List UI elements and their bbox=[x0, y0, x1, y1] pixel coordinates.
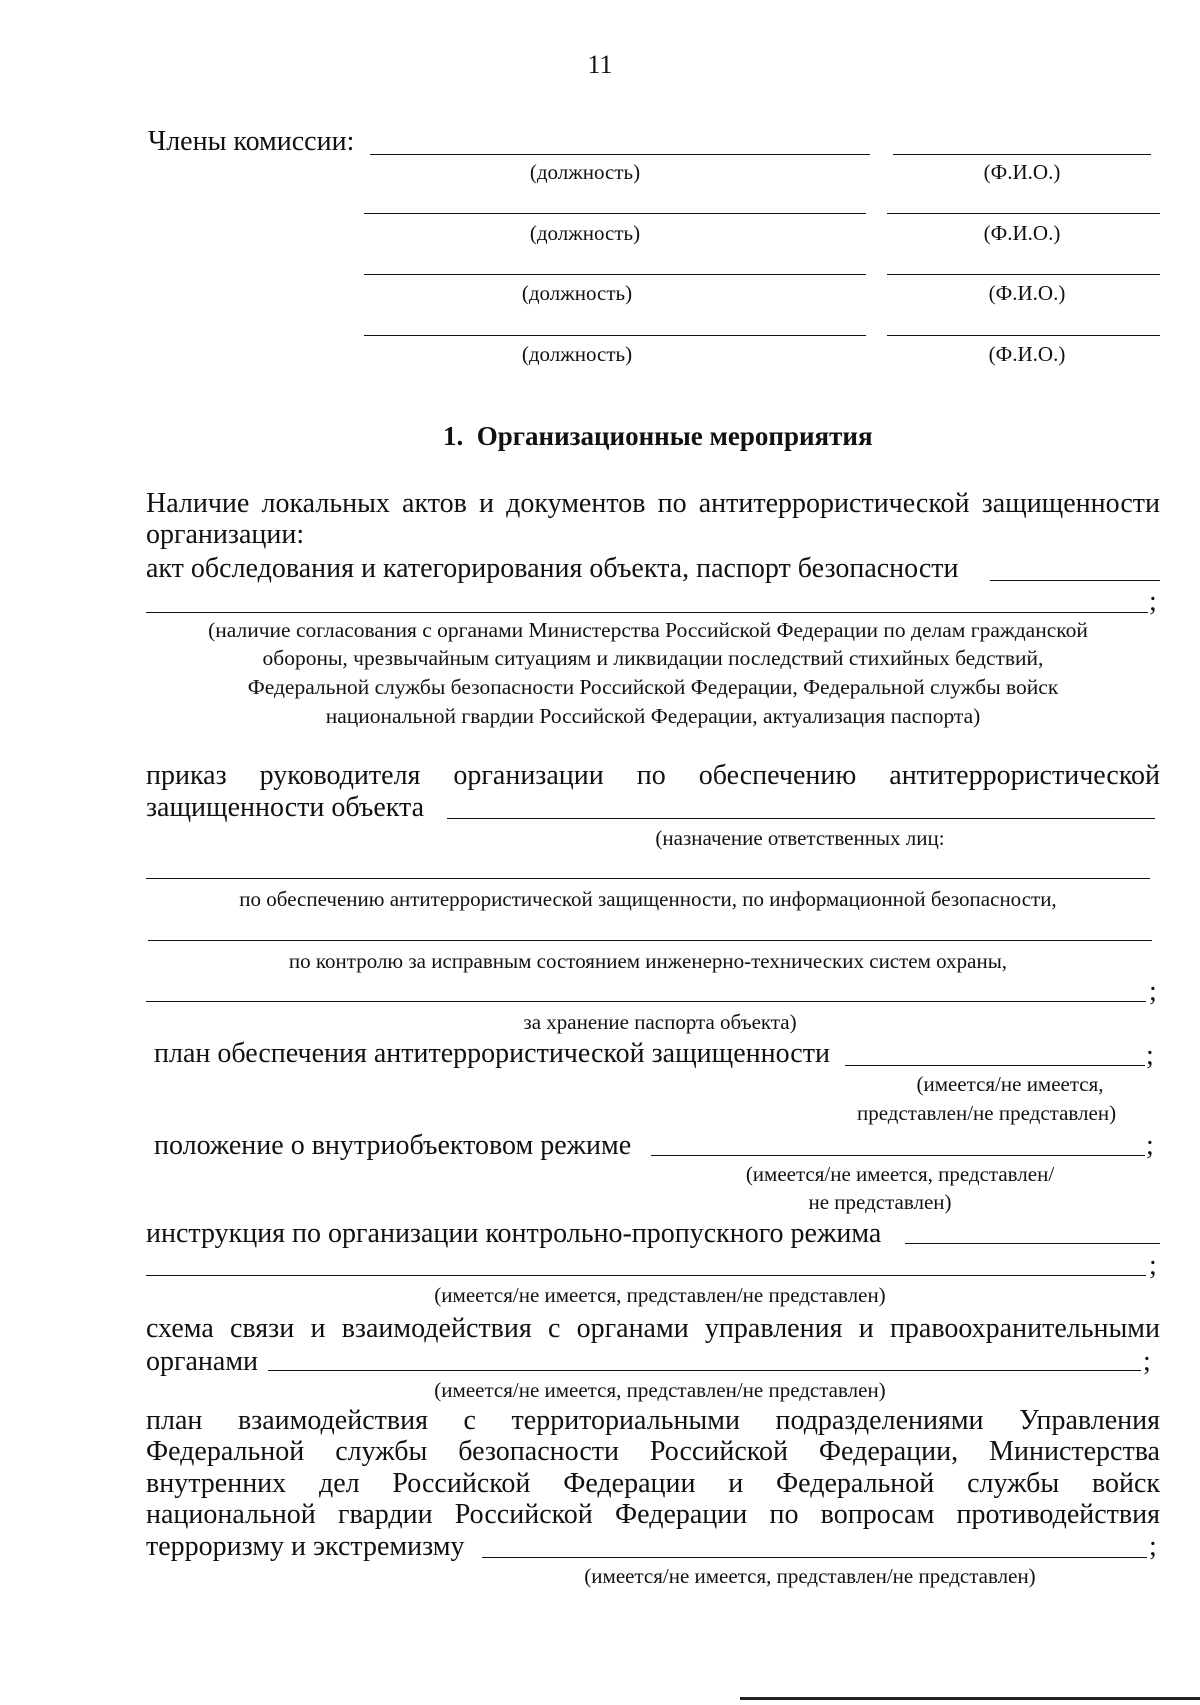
position-caption-1: (должность) bbox=[529, 160, 641, 184]
commission-label: Члены комиссии: bbox=[148, 126, 355, 157]
name-signature-line-3[interactable] bbox=[887, 274, 1160, 275]
order-caption-2: по обеспечению антитеррористической защищенности, по информационной безопасности, bbox=[239, 887, 1057, 911]
plan-caption-1: (имеется/не имеется, bbox=[916, 1072, 1104, 1096]
name-caption-1: (Ф.И.О.) bbox=[983, 160, 1061, 184]
interaction-plan-line-2: Федеральной службы безопасности Российской Федерации, Министерства bbox=[146, 1436, 1160, 1467]
name-caption-4: (Ф.И.О.) bbox=[988, 342, 1066, 366]
page-number: 11 bbox=[587, 50, 613, 79]
scan-edge-divider bbox=[740, 1697, 1200, 1700]
intro-line-2: организации: bbox=[146, 519, 305, 550]
plan-semicolon: ; bbox=[1146, 1040, 1154, 1071]
scheme-caption: (имеется/не имеется, представлен/не представлен) bbox=[434, 1378, 886, 1402]
plan-caption-2: представлен/не представлен) bbox=[857, 1101, 1117, 1125]
order-line-2: защищенности объекта bbox=[146, 792, 425, 823]
scheme-field-line[interactable] bbox=[268, 1370, 1141, 1371]
interaction-plan-line-1: план взаимодействия с территориальными подразделениями Управления bbox=[146, 1405, 1160, 1436]
scheme-line-1: схема связи и взаимодействия с органами управления и правоохранительными bbox=[146, 1313, 1160, 1344]
section-title: 1. Организационные мероприятия bbox=[443, 421, 873, 451]
order-caption-1: (назначение ответственных лиц: bbox=[655, 826, 945, 850]
instruction-field-line-2[interactable] bbox=[146, 1275, 1146, 1276]
order-caption-4: за хранение паспорта объекта) bbox=[523, 1010, 797, 1034]
intro-line-1: Наличие локальных актов и документов по антитеррористической защищенности bbox=[146, 488, 1160, 519]
plan-field-line[interactable] bbox=[845, 1065, 1145, 1066]
interaction-plan-line-5: терроризму и экстремизму bbox=[146, 1531, 465, 1562]
instruction-caption: (имеется/не имеется, представлен/не представлен) bbox=[434, 1283, 886, 1307]
plan-label: план обеспечения антитеррористической защищенности bbox=[154, 1038, 830, 1069]
interaction-plan-caption: (имеется/не имеется, представлен/не представлен) bbox=[584, 1564, 1036, 1588]
position-caption-3: (должность) bbox=[521, 281, 633, 305]
instruction-field-line-1[interactable] bbox=[905, 1243, 1160, 1244]
position-signature-line-2[interactable] bbox=[364, 213, 866, 214]
scheme-line-2: органами bbox=[146, 1346, 259, 1377]
instruction-semicolon: ; bbox=[1149, 1250, 1157, 1281]
order-field-line-1[interactable] bbox=[447, 818, 1155, 819]
order-field-line-2[interactable] bbox=[146, 878, 1150, 879]
act-caption-3: Федеральной службы безопасности Российской Федерации, Федеральной службы войск bbox=[247, 675, 1059, 699]
name-signature-line-2[interactable] bbox=[887, 213, 1160, 214]
name-caption-3: (Ф.И.О.) bbox=[988, 281, 1066, 305]
regime-label: положение о внутриобъектовом режиме bbox=[154, 1130, 632, 1161]
interaction-plan-field-line[interactable] bbox=[482, 1557, 1147, 1558]
interaction-plan-line-3: внутренних дел Российской Федерации и Федеральной службы войск bbox=[146, 1468, 1160, 1499]
position-signature-line-4[interactable] bbox=[364, 335, 866, 336]
regime-field-line[interactable] bbox=[651, 1155, 1145, 1156]
scheme-semicolon: ; bbox=[1143, 1346, 1151, 1377]
act-semicolon: ; bbox=[1149, 586, 1157, 617]
order-field-line-3[interactable] bbox=[148, 940, 1152, 941]
order-field-line-4[interactable] bbox=[146, 1001, 1146, 1002]
name-signature-line-4[interactable] bbox=[887, 335, 1160, 336]
regime-caption-2: не представлен) bbox=[808, 1190, 952, 1214]
act-caption-1: (наличие согласования с органами Министерства Российской Федерации по делам гражданской bbox=[208, 618, 1088, 642]
interaction-plan-semicolon: ; bbox=[1149, 1531, 1157, 1562]
act-field-line-2[interactable] bbox=[146, 612, 1148, 613]
act-caption-4: национальной гвардии Российской Федерации, актуализация паспорта) bbox=[325, 704, 981, 728]
position-signature-line-1[interactable] bbox=[370, 154, 870, 155]
instruction-label: инструкция по организации контрольно-пропускного режима bbox=[146, 1218, 882, 1249]
position-caption-4: (должность) bbox=[521, 342, 633, 366]
order-line-1: приказ руководителя организации по обеспечению антитеррористической bbox=[146, 760, 1160, 791]
name-signature-line-1[interactable] bbox=[893, 154, 1151, 155]
act-caption-2: обороны, чрезвычайным ситуациям и ликвидации последствий стихийных бедствий, bbox=[262, 646, 1044, 670]
order-caption-3: по контролю за исправным состоянием инженерно-технических систем охраны, bbox=[288, 949, 1008, 973]
name-caption-2: (Ф.И.О.) bbox=[983, 221, 1061, 245]
order-semicolon: ; bbox=[1149, 976, 1157, 1007]
regime-caption-1: (имеется/не имеется, представлен/ bbox=[745, 1162, 1055, 1186]
position-caption-2: (должность) bbox=[529, 221, 641, 245]
position-signature-line-3[interactable] bbox=[364, 274, 866, 275]
act-field-line-1[interactable] bbox=[990, 580, 1160, 581]
interaction-plan-line-4: национальной гвардии Российской Федерации по вопросам противодействия bbox=[146, 1499, 1160, 1530]
regime-semicolon: ; bbox=[1146, 1130, 1154, 1161]
act-label: акт обследования и категорирования объекта, паспорт безопасности bbox=[146, 553, 959, 584]
